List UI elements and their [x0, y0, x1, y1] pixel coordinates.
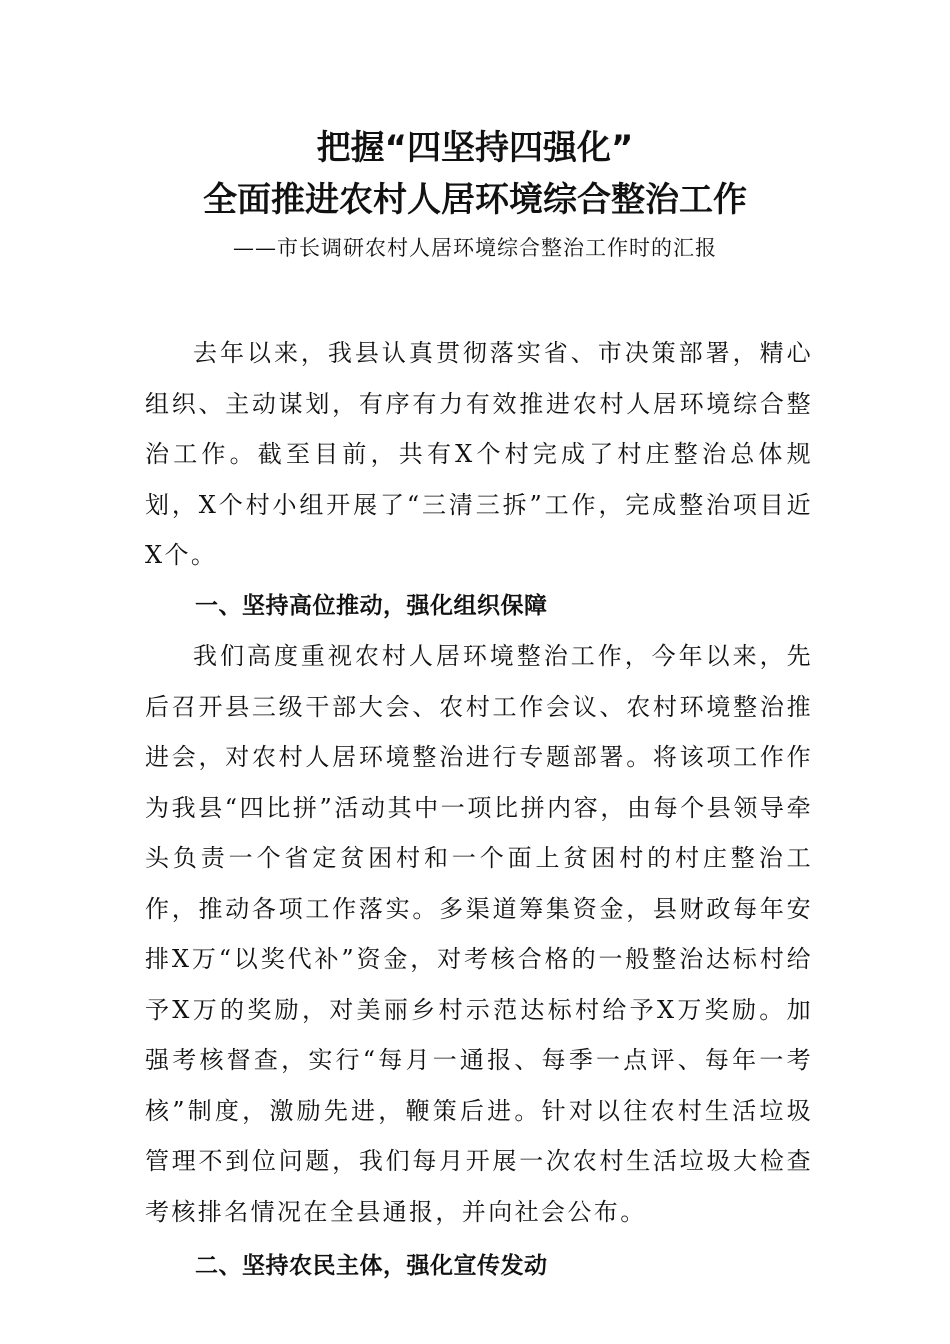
section-1-heading: 一、坚持高位推动，强化组织保障: [195, 592, 548, 619]
document-title-line2: 全面推进农村人居环境综合整治工作: [203, 180, 747, 220]
section-1-paragraph: 我们高度重视农村人居环境整治工作，今年以来，先后召开县三级干部大会、农村工作会议、农村环境整治推进会，对农村人居环境整治进行专题部署。将该项工作作为我县“四比拼”活动其中一项比拼内容，由每个县领导牵头负责一个省定贫困村和一个面上贫困村的村庄整治工作，推动各项工作落实。多渠道筹集资金，县财政每年安排X万“以奖代补”资金，对考核合格的一般整治达标村给予X万的奖励，对美丽乡村示范达标村给予X万奖励。加强考核督查，实行“每月一通报、每季一点评、每年一考核”制度，激励先进，鞭策后进。针对以往农村生活垃圾管理不到位问题，我们每月开展一次农村生活垃圾大检查考核排名情况在全县通报，并向社会公布。: [145, 642, 813, 1226]
section-2-heading: 二、坚持农民主体，强化宣传发动: [195, 1253, 548, 1279]
document-body: [145, 328, 813, 1292]
document-subtitle: ——市长调研农村人居环境综合整治工作时的汇报: [233, 236, 717, 260]
intro-paragraph: 去年以来，我县认真贯彻落实省、市决策部署，精心组织、主动谋划，有序有力有效推进农村人居环境综合整治工作。截至目前，共有X个村完成了村庄整治总体规划，X个村小组开展了“三清三拆”工作，完成整治项目近X个。: [145, 339, 813, 569]
document-title-line1: 把握“四坚持四强化”: [316, 128, 634, 168]
